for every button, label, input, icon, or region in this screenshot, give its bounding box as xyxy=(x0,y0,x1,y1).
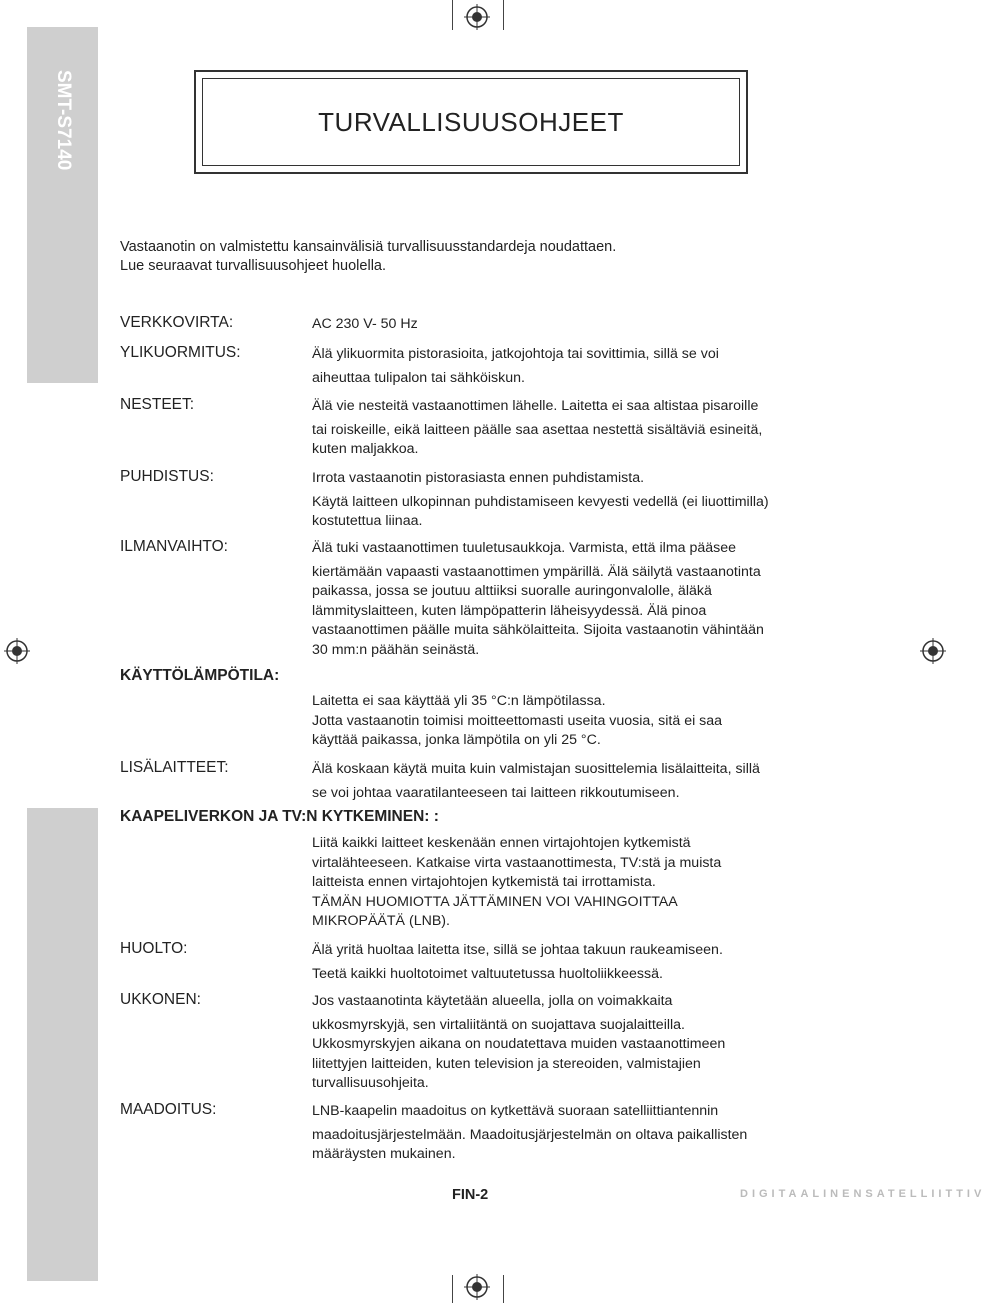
label-ilmanvaihto: ILMANVAIHTO: xyxy=(120,538,228,555)
text-line: laitteista ennen virtajohtojen kytkemistä tai irrottamista. xyxy=(312,874,656,890)
text-nesteet xyxy=(312,397,842,460)
text-puhdistus xyxy=(312,469,842,532)
label-ukkonen: UKKONEN: xyxy=(120,991,201,1008)
text-line: liitettyjen laitteiden, kuten television ja stereoiden, valmistajien xyxy=(312,1055,701,1072)
registration-mark-bottom-icon xyxy=(464,1274,490,1300)
text-ylikuormitus xyxy=(312,345,842,388)
text-line: vastaanottimen päälle muita sähkölaitteita. Sijoita vastaanotin vähintään xyxy=(312,622,764,638)
text-line: virtalähteeseen. Katkaise virta vastaanottimesta, TV:stä ja muista xyxy=(312,854,722,871)
page-title: TURVALLISUUSOHJEET xyxy=(202,78,740,166)
text-line: 30 mm:n päähän seinästä. xyxy=(312,641,480,658)
text-line: TÄMÄN HUOMIOTTA JÄTTÄMINEN VOI VAHINGOITTAA xyxy=(312,893,678,910)
text-line: MIKROPÄÄTÄ (LNB). xyxy=(312,913,450,929)
text-line: lämmityslaitteen, kuten lämpöpatterin läheisyydessä. Älä pinoa xyxy=(312,602,707,619)
text-line: Älä yritä huoltaa laitetta itse, sillä se johtaa takuun raukeamiseen. xyxy=(312,942,723,958)
text-line: AC 230 V- 50 Hz xyxy=(312,316,418,332)
text-ukkonen xyxy=(312,992,842,1094)
text-maadoitus xyxy=(312,1102,842,1165)
text-line: tai roiskeille, eikä laitteen päälle saa asettaa nestettä sisältäviä esineitä, xyxy=(312,421,763,438)
text-verkkovirta xyxy=(312,315,842,335)
crop-line-right xyxy=(503,0,504,30)
text-line: Älä tuki vastaanottimen tuuletusaukkoja. Varmista, että ilma pääsee xyxy=(312,540,737,556)
crop-line-left-bottom xyxy=(452,1275,453,1303)
text-line: Älä ylikuormita pistorasioita, jatkojohtoja tai sovittimia, sillä se voi xyxy=(312,346,719,362)
model-number: SMT-S7140 xyxy=(53,70,74,171)
text-line: Liitä kaikki laitteet keskenään ennen virtajohtojen kytkemistä xyxy=(312,835,691,851)
text-line: aiheuttaa tulipalon tai sähköiskun. xyxy=(312,369,525,386)
label-verkkovirta: VERKKOVIRTA: xyxy=(120,314,234,331)
text-line: kostutettua liinaa. xyxy=(312,513,423,529)
text-kaapeliverkko xyxy=(312,834,842,932)
text-line: käyttää paikassa, jonka lämpötila on yli 25 °C. xyxy=(312,732,601,748)
text-line: maadoitusjärjestelmään. Maadoitusjärjestelmän on oltava paikallisten xyxy=(312,1126,748,1143)
label-maadoitus: MAADOITUS: xyxy=(120,1101,217,1118)
text-line: LNB-kaapelin maadoitus on kytkettävä suoraan satelliittiantennin xyxy=(312,1103,719,1119)
label-kaapeliverkko: KAAPELIVERKON JA TV:N KYTKEMINEN: : xyxy=(120,808,439,825)
side-bar-bottom xyxy=(27,808,98,1281)
text-line: määräysten mukainen. xyxy=(312,1146,456,1162)
intro xyxy=(120,238,616,276)
label-lisalaitteet: LISÄLAITTEET: xyxy=(120,759,229,776)
crop-line-left xyxy=(452,0,453,30)
label-puhdistus: PUHDISTUS: xyxy=(120,468,214,485)
text-line: Laitetta ei saa käyttää yli 35 °C:n lämpötilassa. xyxy=(312,693,606,709)
text-kayttolampotila xyxy=(312,692,842,751)
registration-mark-top-icon xyxy=(464,4,490,30)
text-line: Irrota vastaanotin pistorasiasta ennen puhdistamista. xyxy=(312,470,645,486)
label-kayttolampotila: KÄYTTÖLÄMPÖTILA: xyxy=(120,667,280,684)
intro-line: Vastaanotin on valmistettu kansainvälisiä turvallisuusstandardeja noudattaen. xyxy=(120,239,617,255)
title-box xyxy=(194,70,748,174)
crop-line-right-bottom xyxy=(503,1275,504,1303)
text-line: Jotta vastaanotin toimisi moitteettomasti useita vuosia, sitä ei saa xyxy=(312,712,723,729)
text-line: Jos vastaanotinta käytetään alueella, jolla on voimakkaita xyxy=(312,993,673,1009)
registration-mark-right-icon xyxy=(920,638,946,664)
text-line: Älä vie nesteitä vastaanottimen lähelle. Laitetta ei saa altistaa pisaroille xyxy=(312,398,759,414)
text-line: Ukkosmyrskyjen aikana on noudatettava muiden vastaanottimeen xyxy=(312,1036,726,1052)
text-line: turvallisuusohjeita. xyxy=(312,1075,429,1091)
text-huolto xyxy=(312,941,842,984)
text-line: kiertämään vapaasti vastaanottimen ympärillä. Älä säilytä vastaanotinta xyxy=(312,563,761,580)
registration-mark-left-icon xyxy=(4,638,30,664)
text-line: kuten maljakkoa. xyxy=(312,441,419,457)
label-ylikuormitus: YLIKUORMITUS: xyxy=(120,344,241,361)
text-lisalaitteet xyxy=(312,760,842,803)
text-line: Älä koskaan käytä muita kuin valmistajan suosittelemia lisälaitteita, sillä xyxy=(312,761,760,777)
text-ilmanvaihto xyxy=(312,539,842,660)
text-line: ukkosmyrskyjä, sen virtaliitäntä on suojattava suojalaitteilla. xyxy=(312,1016,685,1033)
footer-brand: DIGITAALINENSATELLIITTIV xyxy=(740,1188,985,1200)
page-number: FIN-2 xyxy=(452,1187,489,1203)
text-line: se voi johtaa vaaratilanteeseen tai laitteen rikkoutumiseen. xyxy=(312,784,680,801)
intro-line: Lue seuraavat turvallisuusohjeet huolella. xyxy=(120,258,387,274)
label-huolto: HUOLTO: xyxy=(120,940,188,957)
text-line: Käytä laitteen ulkopinnan puhdistamiseen kevyesti vedellä (ei liuottimilla) xyxy=(312,493,769,510)
text-line: Teetä kaikki huoltotoimet valtuutetussa huoltoliikkeessä. xyxy=(312,965,663,982)
label-nesteet: NESTEET: xyxy=(120,396,195,413)
text-line: paikassa, jossa se joutuu alttiiksi suoralle auringonvalolle, äläkä xyxy=(312,583,712,599)
